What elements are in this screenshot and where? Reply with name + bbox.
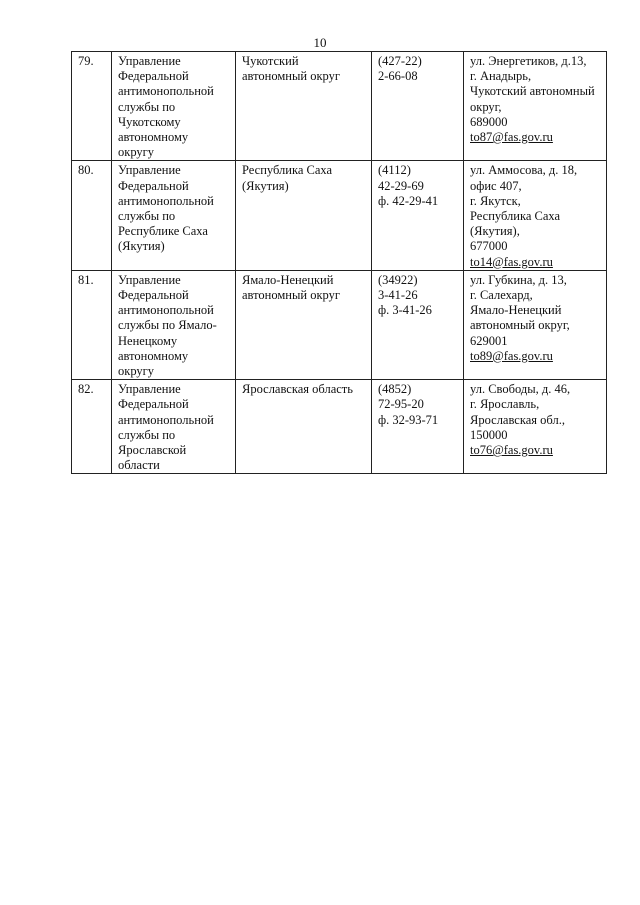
address-line: 689000 <box>470 114 508 129</box>
office-name-line: антимонопольной <box>118 193 214 208</box>
address-line: 677000 <box>470 239 508 254</box>
address-line: Ярославская обл., <box>470 412 565 427</box>
address-line: Чукотский автономный <box>470 84 595 99</box>
office-name-line: Управление <box>118 272 181 287</box>
region-cell <box>236 52 372 161</box>
office-name-line: автономному <box>118 130 189 145</box>
office-name-line: Республике Саха <box>118 224 208 239</box>
phone-line: 42-29-69 <box>378 178 424 193</box>
phone-cell <box>372 380 464 474</box>
email-link[interactable]: to14@fas.gov.ru <box>470 254 553 269</box>
row-number-cell <box>72 52 112 161</box>
office-name-line: Федеральной <box>118 178 189 193</box>
office-name-line: Управление <box>118 54 181 68</box>
table-row <box>72 52 607 161</box>
region-cell <box>236 270 372 379</box>
region-line: Республика Саха <box>242 163 333 178</box>
office-name-line: Управление <box>118 382 181 397</box>
office-name-line: антимонопольной <box>118 303 214 318</box>
email-link[interactable]: to87@fas.gov.ru <box>470 130 553 145</box>
region-line: автономный округ <box>242 69 340 84</box>
office-name-line: антимонопольной <box>118 84 214 99</box>
address-cell <box>464 270 607 379</box>
address-line: ул. Энергетиков, д.13, <box>470 54 587 68</box>
address-line: г. Анадырь, <box>470 69 532 84</box>
office-name-line: автономному <box>118 348 189 363</box>
row-number-cell <box>72 161 112 270</box>
address-line: (Якутия), <box>470 224 520 239</box>
phone-cell <box>372 161 464 270</box>
office-name-line: Ненецкому <box>118 333 178 348</box>
address-line: ул. Свободы, д. 46, <box>470 382 571 397</box>
office-name-line: округу <box>118 145 155 160</box>
office-name-line: Управление <box>118 163 181 178</box>
row-number-cell <box>72 270 112 379</box>
region-line: Ярославская область <box>242 382 353 397</box>
phone-cell <box>372 270 464 379</box>
region-line: Ямало-Ненецкий <box>242 272 334 287</box>
phone-line: 2-66-08 <box>378 69 418 84</box>
office-name-cell <box>112 380 236 474</box>
phone-line: (427-22) <box>378 54 422 68</box>
email-link[interactable]: to76@fas.gov.ru <box>470 443 553 458</box>
phone-line: (4112) <box>378 163 411 178</box>
office-name-line: Федеральной <box>118 397 189 412</box>
address-line: автономный округ, <box>470 318 570 333</box>
address-line: округ, <box>470 99 502 114</box>
region-cell <box>236 380 372 474</box>
address-line: 629001 <box>470 333 508 348</box>
office-name-line: службы по <box>118 427 176 442</box>
office-name-cell <box>112 161 236 270</box>
address-cell <box>464 161 607 270</box>
address-line: г. Якутск, <box>470 193 521 208</box>
row-number-cell <box>72 380 112 474</box>
office-directory-table <box>71 51 607 474</box>
office-name-line: (Якутия) <box>118 239 165 254</box>
office-name-line: службы по <box>118 209 176 224</box>
row-number: 80. <box>78 163 94 178</box>
table-row <box>72 380 607 474</box>
office-name-line: антимонопольной <box>118 412 214 427</box>
office-name-cell <box>112 52 236 161</box>
region-line: (Якутия) <box>242 178 289 193</box>
office-name-line: Федеральной <box>118 69 189 84</box>
address-cell <box>464 52 607 161</box>
phone-line: ф. 32-93-71 <box>378 412 439 427</box>
office-name-line: Чукотскому <box>118 114 181 129</box>
address-line: ул. Аммосова, д. 18, <box>470 163 578 178</box>
phone-line: 72-95-20 <box>378 397 424 412</box>
office-name-cell <box>112 270 236 379</box>
office-name-line: службы по <box>118 99 176 114</box>
phone-cell <box>372 52 464 161</box>
phone-line: (34922) <box>378 272 418 287</box>
address-line: 150000 <box>470 427 508 442</box>
table-row <box>72 270 607 379</box>
office-name-line: службы по Ямало- <box>118 318 217 333</box>
address-line: Ямало-Ненецкий <box>470 303 562 318</box>
address-line: Республика Саха <box>470 209 561 224</box>
email-link[interactable]: to89@fas.gov.ru <box>470 348 553 363</box>
address-cell <box>464 380 607 474</box>
office-name-line: Федеральной <box>118 288 189 303</box>
region-line: Чукотский <box>242 54 299 68</box>
row-number: 82. <box>78 382 94 397</box>
office-name-line: области <box>118 458 160 473</box>
address-line: г. Ярославль, <box>470 397 540 412</box>
address-line: ул. Губкина, д. 13, <box>470 272 567 287</box>
page-number: 10 <box>313 35 327 50</box>
address-line: офис 407, <box>470 178 522 193</box>
address-line: г. Салехард, <box>470 288 533 303</box>
office-name-line: округу <box>118 364 155 379</box>
phone-line: ф. 3-41-26 <box>378 303 432 318</box>
row-number: 79. <box>78 54 94 68</box>
row-number: 81. <box>78 272 94 287</box>
table-row <box>72 161 607 270</box>
phone-line: 3-41-26 <box>378 288 418 303</box>
region-line: автономный округ <box>242 288 340 303</box>
region-cell <box>236 161 372 270</box>
phone-line: ф. 42-29-41 <box>378 193 439 208</box>
office-name-line: Ярославской <box>118 443 187 458</box>
phone-line: (4852) <box>378 382 412 397</box>
